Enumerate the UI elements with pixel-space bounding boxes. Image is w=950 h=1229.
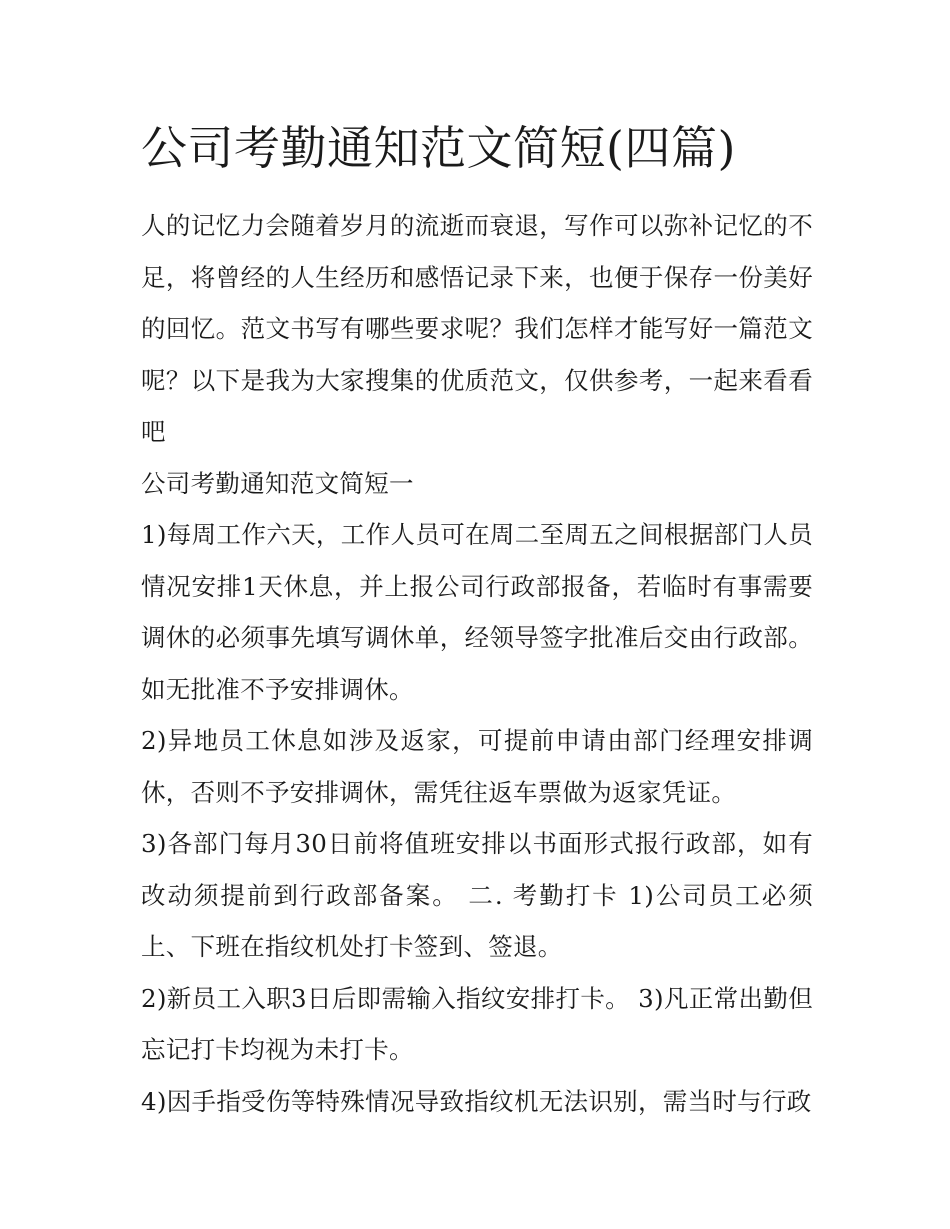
document-title: 公司考勤通知范文简短(四篇) xyxy=(141,121,736,175)
document-page xyxy=(141,112,813,1127)
rule-paragraph-1: 1)每周工作六天，工作人员可在周二至周五之间根据部门人员情况安排1天休息，并上报公司行政部报备，若临时有事需要调休的必须事先填写调休单，经领导签字批准后交由行政部。如无批准不予安排调休。 xyxy=(141,520,813,704)
document-body xyxy=(141,200,813,1127)
rule-paragraph-4: 2)新员工入职3日后即需输入指纹安排打卡。 3)凡正常出勤但忘记打卡均视为未打卡。 xyxy=(141,983,813,1064)
section-heading: 公司考勤通知范文简短一 xyxy=(141,468,414,498)
rule-paragraph-5: 4)因手指受伤等特殊情况导致指纹机无法识别，需当时与行政 xyxy=(141,1086,812,1116)
rule-paragraph-3: 3)各部门每月30日前将值班安排以书面形式报行政部，如有改动须提前到行政部备案。 二. 考勤打卡 1)公司员工必须上、下班在指纹机处打卡签到、签退。 xyxy=(141,829,813,961)
intro-paragraph: 人的记忆力会随着岁月的流逝而衰退，写作可以弥补记忆的不足，将曾经的人生经历和感悟记录下来，也便于保存一份美好的回忆。范文书写有哪些要求呢？我们怎样才能写好一篇范文呢？以下是我为大家搜集的优质范文，仅供参考，一起来看看吧 xyxy=(141,211,813,446)
rule-paragraph-2: 2)异地员工休息如涉及返家，可提前申请由部门经理安排调休，否则不予安排调休，需凭往返车票做为返家凭证。 xyxy=(141,726,813,807)
